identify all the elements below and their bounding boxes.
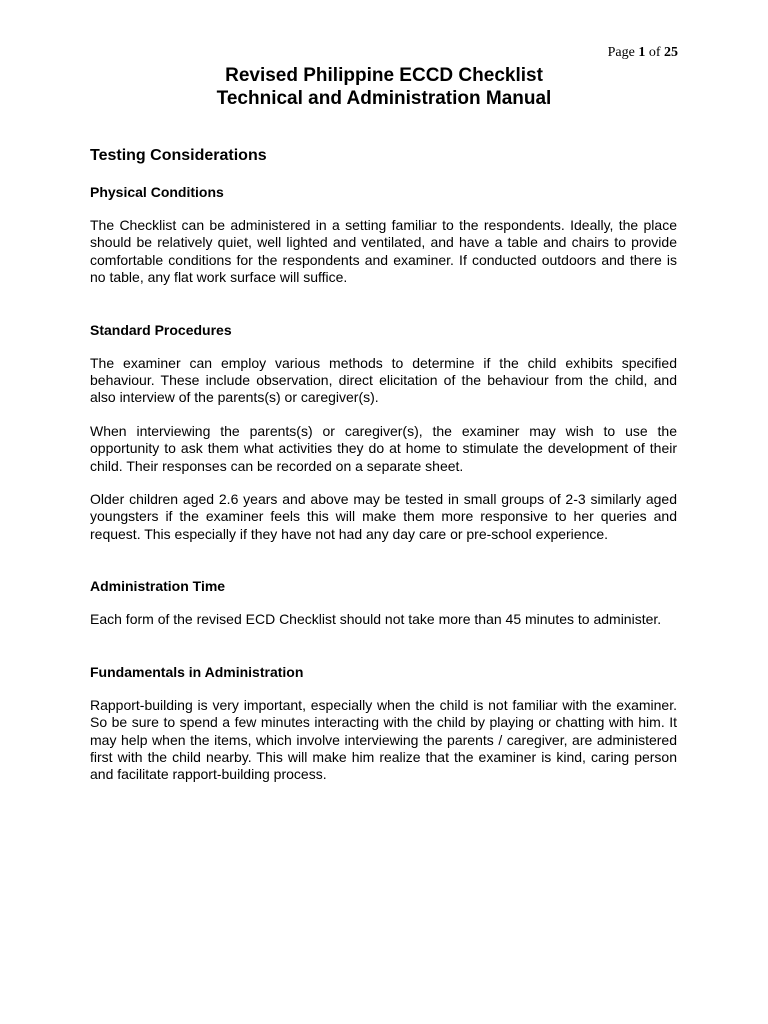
- subheading-standard-procedures: Standard Procedures: [90, 321, 232, 338]
- page-number: [608, 45, 678, 61]
- page-number-total: 25: [664, 45, 678, 60]
- spacer: [90, 559, 677, 577]
- subheading-physical-conditions: Physical Conditions: [90, 184, 224, 200]
- paragraph-fundamentals: Rapport-building is very important, especially when the child is not familiar with the examiner. So be sure to spend a few minutes interacting with the child by playing or chatting with him. It may help when the items, which involve interviewing the parents / caregiver, are administered first with the child nearby. This will make him realize that the examiner is kind, caring person and facilitate rapport-building process.: [90, 696, 677, 783]
- spacer: [90, 303, 677, 321]
- document-body: [90, 146, 677, 800]
- title-line-2: Technical and Administration Manual: [216, 88, 552, 109]
- paragraph-standard-procedures-3: Older children aged 2.6 years and above may be tested in small groups of 2-3 similarly aged youngsters if the examiner feels this will make them more responsive to her queries and request. This especially if they have not had any day care or pre-school experience.: [90, 491, 677, 542]
- paragraph-standard-procedures-1: The examiner can employ various methods to determine if the child exhibits specified behaviour. These include observation, direct elicitation of the behaviour from the child, and also interview of the parents(s) or caregiver(s).: [90, 354, 677, 406]
- page-number-prefix: Page: [607, 45, 639, 60]
- paragraph-physical-conditions: The Checklist can be administered in a setting familiar to the respondents. Ideally, the place should be relatively quiet, well lighted and ventilated, and have a table and chairs to provide comfortable conditions for the respondents and examiner. If conducted outdoors and there is no table, any flat work surface will suffice.: [90, 217, 677, 286]
- paragraph-standard-procedures-2: When interviewing the parents(s) or caregiver(s), the examiner may wish to use the opportunity to ask them what activities they do at home to stimulate the development of their child. Their responses can be recorded on a separate sheet.: [90, 422, 677, 474]
- page-number-current: 1: [638, 45, 646, 60]
- section-heading-testing-considerations: Testing Considerations: [90, 147, 267, 164]
- title-line-1: Revised Philippine ECCD Checklist: [225, 65, 543, 86]
- page-number-of: of: [645, 45, 664, 60]
- paragraph-administration-time: Each form of the revised ECD Checklist should not take more than 45 minutes to administer.: [90, 611, 662, 628]
- document-title: [0, 64, 768, 110]
- spacer: [90, 645, 677, 663]
- subheading-administration-time: Administration Time: [90, 578, 226, 595]
- subheading-fundamentals: Fundamentals in Administration: [90, 663, 304, 680]
